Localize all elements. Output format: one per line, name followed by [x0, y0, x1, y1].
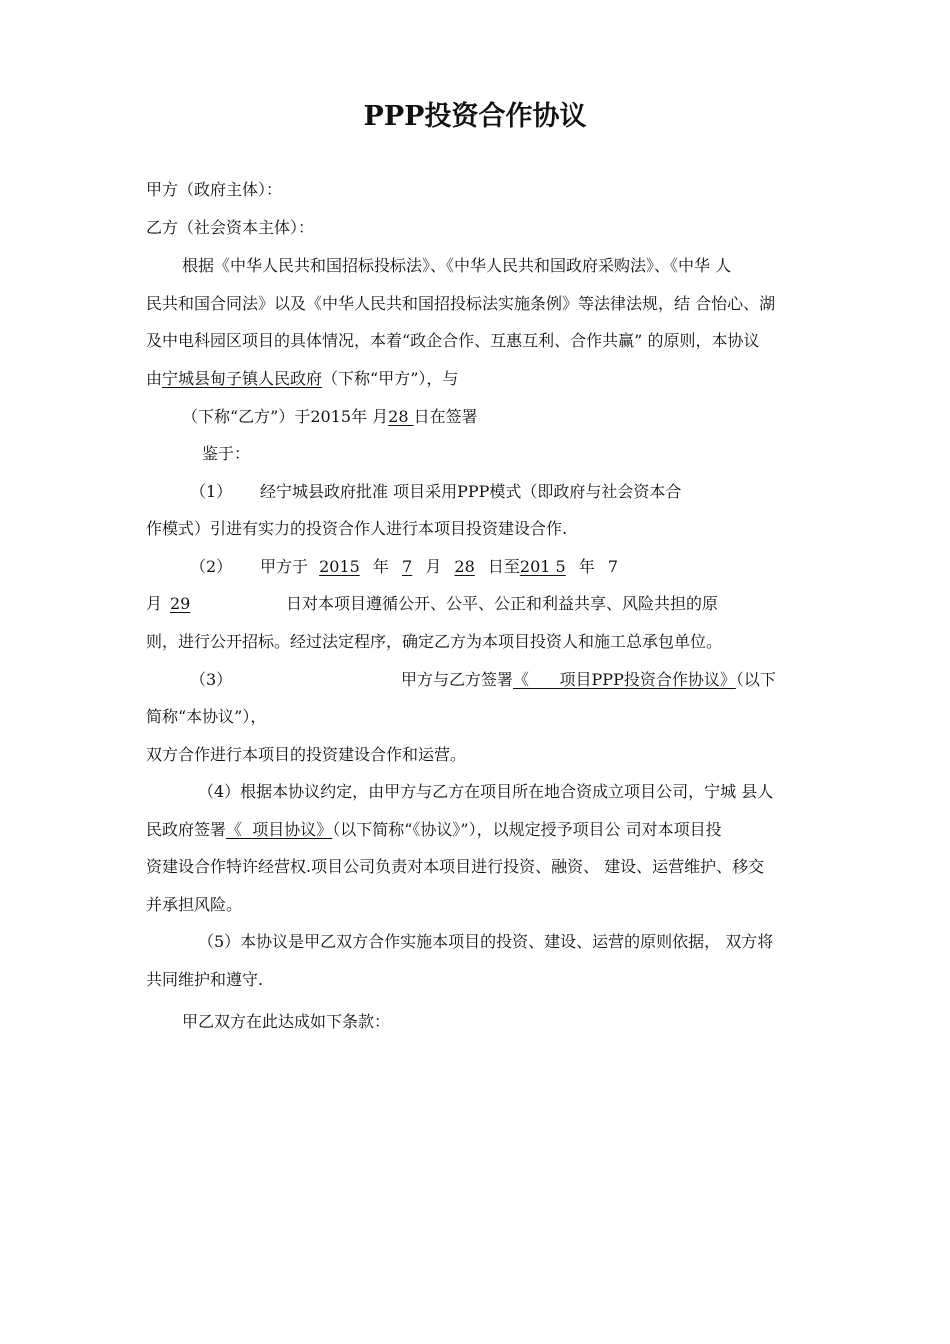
project-agreement-name: 《 项目协议》: [226, 820, 333, 839]
item1-line2: 作模式）引进有实力的投资合作人进行本项目投资建设合作.: [146, 519, 568, 538]
para1-line1: 根据《中华人民共和国招标投标法》、《中华人民共和国政府采购法》、《中华 人: [182, 256, 732, 275]
para1-line4: [146, 369, 458, 389]
item3-suffix: （以下: [735, 670, 776, 689]
signing-date-prefix: （下称“乙方”）于2015年 月: [182, 407, 389, 426]
document-title: PPP投资合作协议: [363, 101, 587, 132]
item5-line2: 共同维护和遵守.: [146, 970, 264, 989]
item4-line1: （4）根据本协议约定，由甲方与乙方在项目所在地合资成立项目公司，宁城 县人: [198, 782, 774, 801]
para1-line2: 民共和国合同法》以及《中华人民共和国招投标法实施条例》等法律法规，结 合怡心、湖: [146, 294, 776, 313]
item4-line4: 并承担风险。: [146, 895, 243, 914]
ppp-agreement-name: 《 项目PPP投资合作协议》: [513, 670, 736, 689]
para1-line4-suffix: （下称“甲方”），与: [322, 369, 459, 388]
month-char: 月: [425, 557, 442, 576]
para1-line3: 及中电科园区项目的具体情况，本着“政企合作、互惠互利、合作共赢” 的原则，本协议: [146, 331, 760, 350]
government-name: 宁城县甸子镇人民政府: [162, 369, 323, 388]
item4-line2-prefix: 民政府签署: [146, 820, 227, 839]
start-day: 28: [454, 557, 475, 576]
item3-line2: 简称“本协议”），: [146, 707, 267, 726]
item5-line1: （5）本协议是甲乙双方合作实施本项目的投资、建设、运营的原则依据， 双方将: [198, 932, 774, 951]
item4-line2-suffix: （以下简称“《协议》”），以规定授予项目公 司对本项目投: [332, 820, 722, 839]
item1-line1: 经宁城县政府批准 项目采用PPP模式（即政府与社会资本合: [260, 482, 682, 501]
end-year: 201 5: [519, 557, 566, 576]
item2-line1: [260, 557, 618, 577]
item2-month-char: 月: [146, 594, 163, 613]
party-b-line: 乙方（社会资本主体）：: [146, 218, 315, 237]
item4-line2: [146, 820, 722, 840]
item1-number: （1）: [190, 482, 233, 501]
item2-line2: 日对本项目遵循公开、公平、公正和利益共享、风险共担的原: [286, 594, 719, 613]
party-a-line: 甲方（政府主体）：: [146, 180, 283, 199]
start-year: 2015: [319, 557, 360, 576]
day-to-char: 日至: [487, 557, 520, 576]
year-char-2: 年: [578, 557, 595, 576]
para1-line5: [182, 407, 478, 427]
closing-line: 甲乙双方在此达成如下条款：: [182, 1012, 391, 1031]
end-month: 7: [607, 557, 619, 576]
end-day: 29: [170, 594, 191, 613]
item2-prefix: 甲方于: [260, 557, 309, 576]
item4-line3: 资建设合作特许经营权.项目公司负责对本项目进行投资、融资、 建设、运营维护、移交: [146, 857, 765, 876]
item3-line1: [401, 670, 776, 690]
item3-prefix: 甲方与乙方签署: [401, 670, 514, 689]
start-month: 7: [402, 557, 413, 576]
whereas-heading: 鉴于：: [202, 444, 251, 463]
item2-line3: 则，进行公开招标。经过法定程序，确定乙方为本项目投资人和施工总承包单位。: [146, 632, 723, 651]
year-char: 年: [372, 557, 389, 576]
signing-day: 28: [388, 407, 414, 426]
para1-line4-prefix: 由: [146, 369, 163, 388]
item2-number: （2）: [190, 557, 233, 576]
item3-number: （3）: [190, 670, 233, 689]
item3-line3: 双方合作进行本项目的投资建设合作和运营。: [146, 745, 467, 764]
signing-date-suffix: 日在签署: [413, 407, 478, 426]
